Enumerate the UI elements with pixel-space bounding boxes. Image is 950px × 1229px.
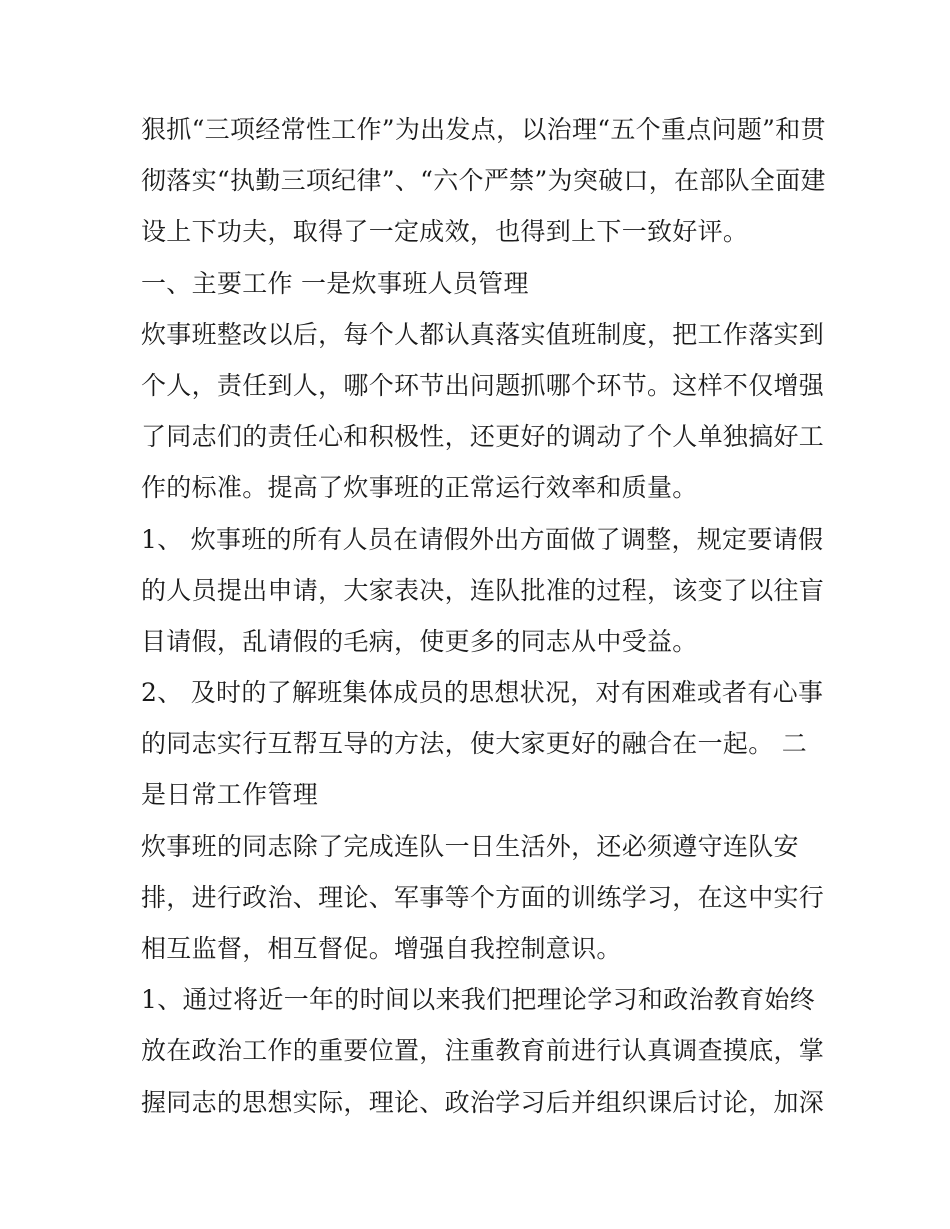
text-line: 作的标准。提高了炊事班的正常运行效率和质量。 <box>141 473 698 503</box>
text-line: 炊事班整改以后，每个人都认真落实值班制度，把工作落实到 <box>141 319 825 349</box>
text-line: 狠抓“三项经常性工作”为出发点，以治理“五个重点问题”和贯 <box>141 115 826 144</box>
text-line: 炊事班的同志除了完成连队一日生活外，还必须遵守连队安 <box>141 831 799 861</box>
text-line: 放在政治工作的重要位置，注重教育前进行认真调查摸底，掌 <box>141 1036 825 1066</box>
text-line: 的同志实行互帮互导的方法，使大家更好的融合在一起。 二 <box>141 729 808 759</box>
list-item-line: 1、 炊事班的所有人员在请假外出方面做了调整，规定要请假 <box>141 524 824 554</box>
list-item-line: 2、 及时的了解班集体成员的思想状况，对有困难或者有心事 <box>141 678 824 708</box>
list-item-line: 1、通过将近一年的时间以来我们把理论学习和政治教育始终 <box>141 985 816 1015</box>
text-line: 排，进行政治、理论、军事等个方面的训练学习，在这中实行 <box>141 882 825 912</box>
section-heading: 一、主要工作 一是炊事班人员管理 <box>141 268 529 298</box>
text-line: 握同志的思想实际，理论、政治学习后并组织课后讨论，加深 <box>141 1087 825 1117</box>
text-line: 个人，责任到人，哪个环节出问题抓哪个环节。这样不仅增强 <box>141 370 825 400</box>
text-line: 的人员提出申请，大家表决，连队批准的过程，该变了以往盲 <box>141 575 825 605</box>
document-body <box>141 104 826 1128</box>
text-line: 相互监督，相互督促。增强自我控制意识。 <box>141 934 622 963</box>
section-heading: 是日常工作管理 <box>141 780 319 810</box>
text-line: 目请假，乱请假的毛病，使更多的同志从中受益。 <box>141 626 698 656</box>
text-line: 彻落实“执勤三项纪律”、“六个严禁”为突破口，在部队全面建 <box>141 166 826 196</box>
text-line: 了同志们的责任心和积极性，还更好的调动了个人单独搞好工 <box>141 422 825 452</box>
text-line: 设上下功夫，取得了一定成效，也得到上下一致好评。 <box>141 217 749 247</box>
